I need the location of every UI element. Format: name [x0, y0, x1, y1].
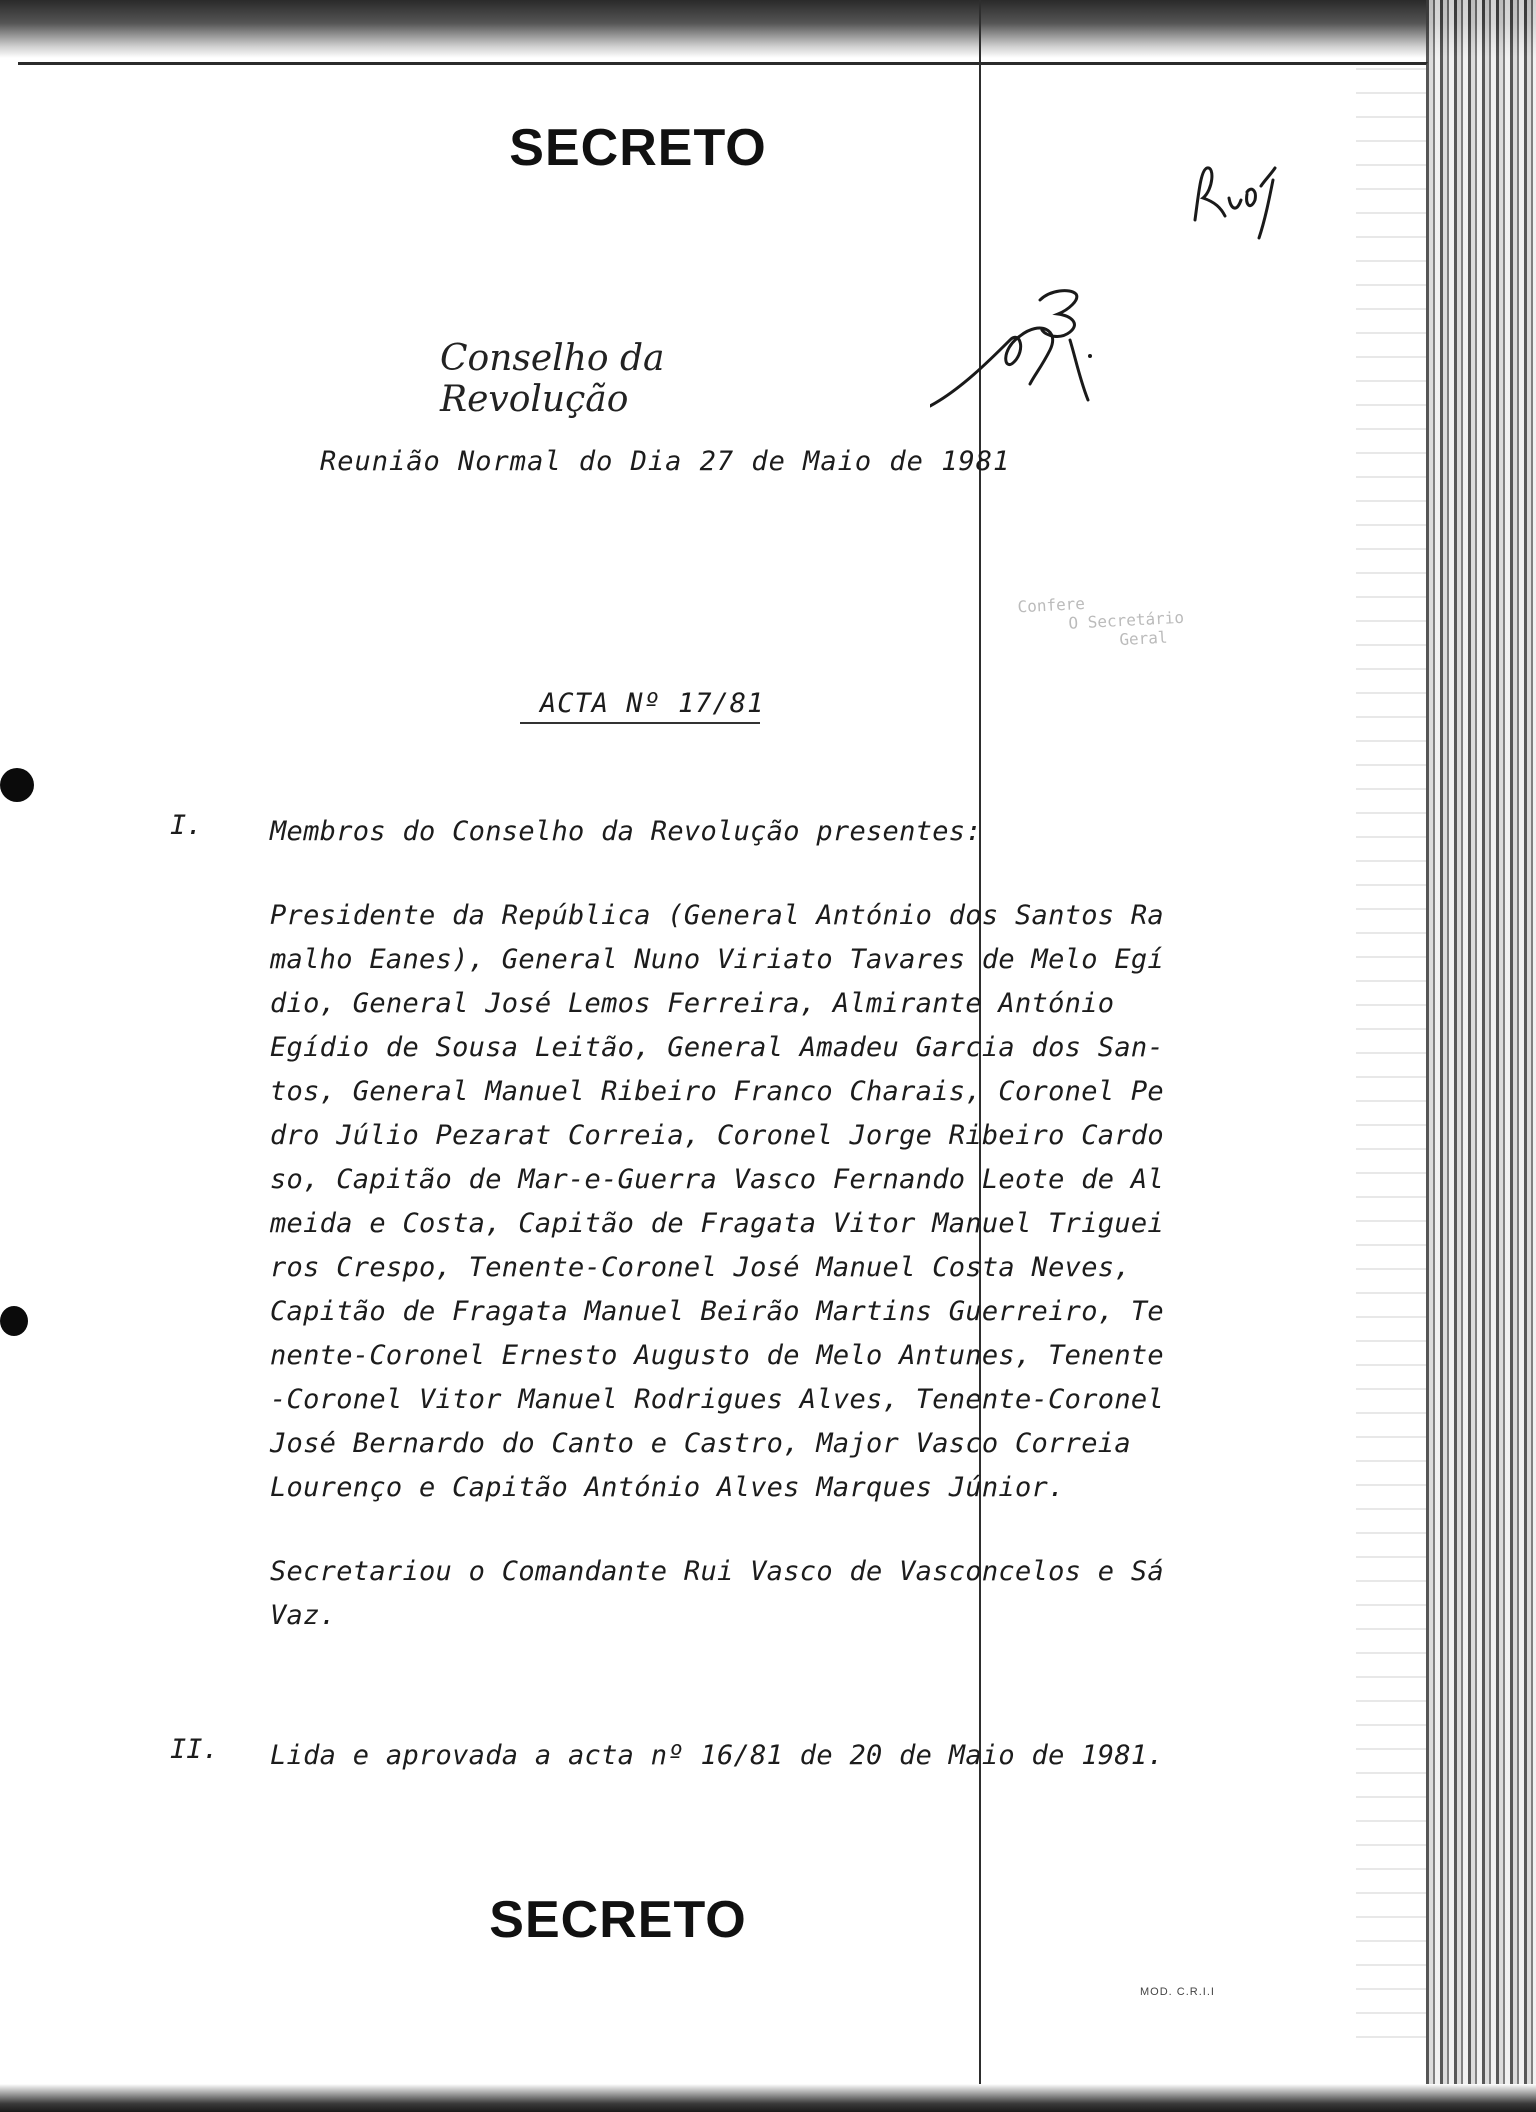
members-line: Presidente da República (General António dos Santos Ra	[270, 900, 1164, 931]
secretary-line: Secretariou o Comandante Rui Vasco de Vasconcelos e Sá	[270, 1556, 1164, 1587]
minutes-number: ACTA Nº 17/81	[540, 688, 765, 719]
meeting-title: Reunião Normal do Dia 27 de Maio de 1981	[320, 446, 1011, 477]
faded-stamp	[1017, 583, 1303, 717]
stamp-line: Confere	[1017, 593, 1086, 617]
classification-header: SECRETO	[509, 119, 767, 177]
punch-hole	[0, 1306, 28, 1336]
section-1-title: Membros do Conselho da Revolução presentes:	[270, 816, 982, 847]
form-code: MOD. C.R.I.I	[1140, 1986, 1215, 1998]
members-line: Egídio de Sousa Leitão, General Amadeu Garcia dos San-	[270, 1032, 1164, 1063]
classification-footer: SECRETO	[489, 1891, 747, 1949]
handwritten-signature	[930, 280, 1100, 424]
members-line: Lourenço e Capitão António Alves Marques Júnior.	[270, 1472, 1065, 1503]
members-paragraph	[270, 894, 1190, 1510]
secretary-line: Vaz.	[270, 1600, 337, 1631]
members-line: tos, General Manuel Ribeiro Franco Charais, Coronel Pe	[270, 1076, 1164, 1107]
secretary-paragraph	[270, 1550, 1190, 1638]
stamp-line: Geral	[1118, 627, 1169, 650]
section-2-number: II.	[170, 1734, 219, 1765]
minutes-underline	[520, 722, 760, 724]
members-line: malho Eanes), General Nuno Viriato Tavares de Melo Egí	[270, 944, 1164, 975]
members-line: Capitão de Fragata Manuel Beirão Martins Guerreiro, Te	[270, 1296, 1164, 1327]
stamp-line: O Secretário	[1067, 607, 1185, 633]
scan-bottom-edge	[0, 2084, 1536, 2112]
members-line: José Bernardo do Canto e Castro, Major Vasco Correia	[270, 1428, 1131, 1459]
members-line: so, Capitão de Mar-e-Guerra Vasco Fernando Leote de Al	[270, 1164, 1164, 1195]
members-line: ros Crespo, Tenente-Coronel José Manuel Costa Neves,	[270, 1252, 1131, 1283]
members-line: nente-Coronel Ernesto Augusto de Melo Antunes, Tenente	[270, 1340, 1164, 1371]
members-line: -Coronel Vitor Manuel Rodrigues Alves, Tenente-Coronel	[270, 1384, 1164, 1415]
members-line: dio, General José Lemos Ferreira, Almirante António	[270, 988, 1115, 1019]
handwritten-initials	[1185, 150, 1295, 244]
members-line: meida e Costa, Capitão de Fragata Vitor Manuel Triguei	[270, 1208, 1164, 1239]
section-1-number: I.	[170, 810, 203, 841]
punch-hole	[0, 768, 34, 802]
scan-top-edge	[0, 0, 1536, 58]
members-line: dro Júlio Pezarat Correia, Coronel Jorge Ribeiro Cardo	[270, 1120, 1164, 1151]
council-name: Conselho da Revolução	[440, 338, 665, 420]
section-2-text: Lida e aprovada a acta nº 16/81 de 20 de Maio de 1981.	[270, 1740, 1164, 1771]
scan-right-edge	[1426, 0, 1536, 2112]
